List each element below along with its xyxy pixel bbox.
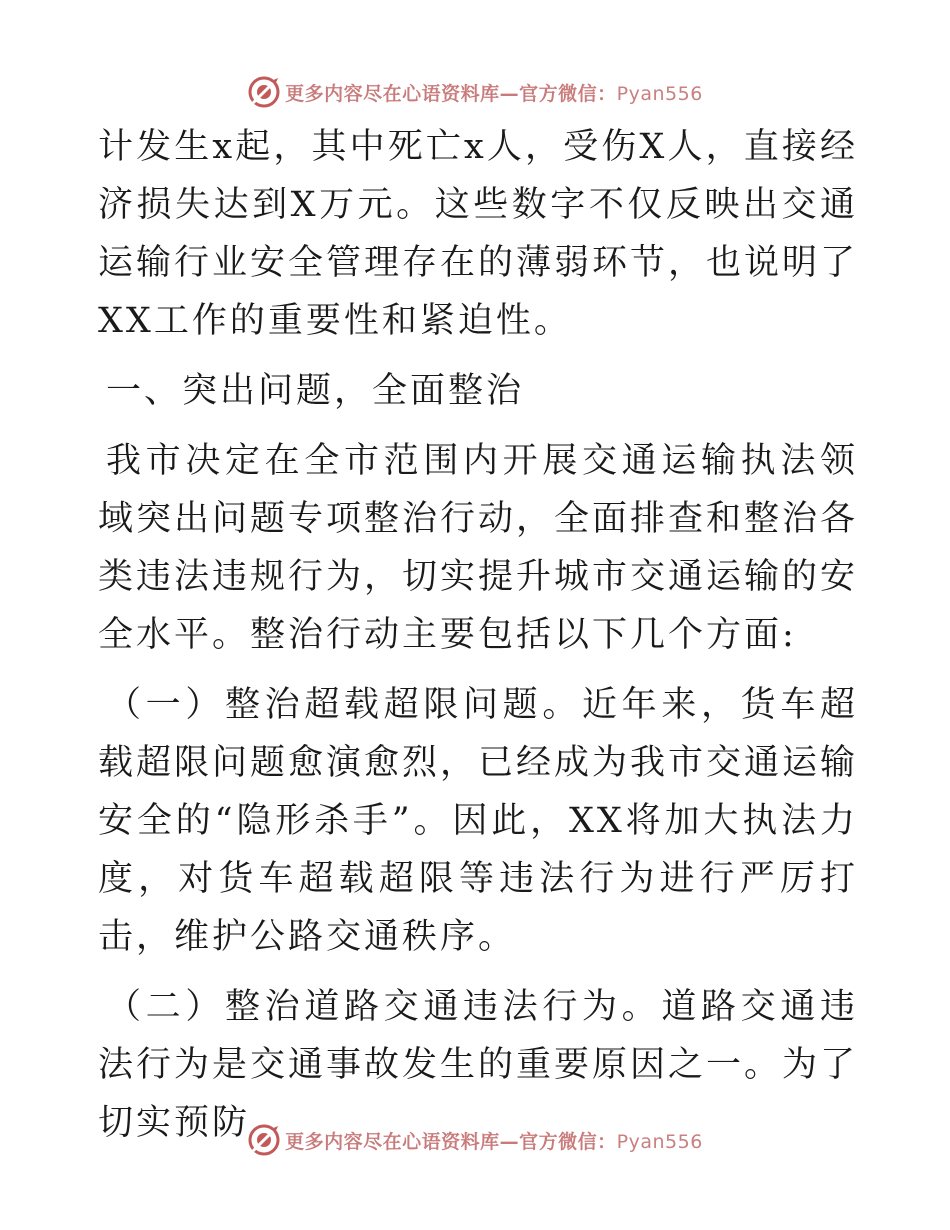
watermark-text: 更多内容尽在心语资料库—官方微信：Pyan556 xyxy=(285,1130,703,1153)
quill-seal-logo-icon xyxy=(247,75,281,109)
paragraph-item-one: （一）整治超载超限问题。近年来，货车超载超限问题愈演愈烈，已经成为我市交通运输安全的“隐形杀手”。因此，XX将加大执法力度，对货车超载超限等违法行为进行严厉打击，维护公路交通秩序。 xyxy=(98,685,859,957)
paragraph-intro: 计发生x起，其中死亡x人，受伤X人，直接经济损失达到X万元。这些数字不仅反映出交通运输行业安全管理存在的薄弱环节，也说明了XX工作的重要性和紧迫性。 xyxy=(98,127,859,341)
paragraph-item-two: （二）整治道路交通违法行为。道路交通违法行为是交通事故发生的重要原因之一。为了切实预防 xyxy=(98,987,859,1143)
watermark-text: 更多内容尽在心语资料库—官方微信：Pyan556 xyxy=(285,82,703,105)
section-heading: 一、突出问题，全面整治 xyxy=(106,371,525,411)
footer-watermark xyxy=(0,1120,950,1160)
quill-seal-logo-icon xyxy=(247,1123,281,1157)
document-body xyxy=(98,118,858,1164)
header-watermark xyxy=(0,72,950,112)
paragraph-overview: 我市决定在全市范围内开展交通运输执法领域突出问题专项整治行动，全面排查和整治各类违法违规行为，切实提升城市交通运输的安全水平。整治行动主要包括以下几个方面: xyxy=(98,441,859,655)
